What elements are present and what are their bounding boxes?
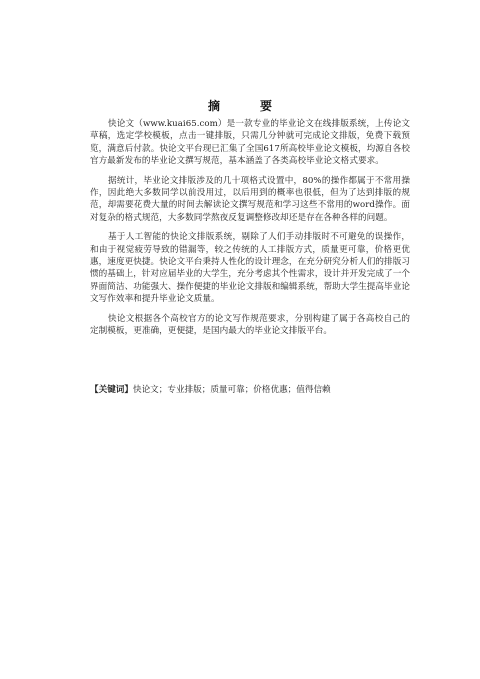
keywords-label: 【关键词】 [90,385,133,395]
keywords-text: 快论文；专业排版；质量可靠；价格优惠；值得信赖 [132,385,331,395]
keywords-line [90,384,410,396]
abstract-paragraph-2: 据统计，毕业论文排版涉及的几十项格式设置中，80%的操作都属于不常用操作，因此绝大多数同学以前没用过，以后用到的概率也很低，但为了达到排版的规范，却需要花费大量的时间去解读论文撰写规范和学习这些不常用的word操作。面对复杂的格式规范，大多数同学熬夜反复调整修改却还是存在各种各样的问题。 [90,175,410,223]
abstract-title: 摘 要 [207,99,286,113]
abstract-paragraph-3: 基于人工智能的快论文排版系统，剔除了人们手动排版时不可避免的误操作，和由于视觉疲劳导致的错漏等，较之传统的人工排版方式，质量更可靠，价格更优惠，速度更快捷。快论文平台秉持人性化的设计理念，在充分研究分析人们的排版习惯的基础上，针对应届毕业的大学生，充分考虑其个性需求，设计并开发完成了一个界面简洁、功能强大、操作便捷的毕业论文排版和编辑系统，帮助大学生提高毕业论文写作效率和提升毕业论文质量。 [90,232,410,305]
abstract-paragraph-4: 快论文根据各个高校官方的论文写作规范要求，分别构建了属于各高校自己的定制模板，更准确，更便捷，是国内最大的毕业论文排版平台。 [90,313,410,337]
abstract-paragraph-1: 快论文（www.kuai65.com）是一款专业的毕业论文在线排版系统，上传论文草稿，选定学校模板，点击一键排版，只需几分钟就可完成论文排版，免费下载预览，满意后付款。快论文平台现已汇集了全国617所高校毕业论文模板，均源自各校官方最新发布的毕业论文撰写规范，基本涵盖了各类高校毕业论文格式要求。 [90,119,410,167]
abstract-body [90,118,410,345]
